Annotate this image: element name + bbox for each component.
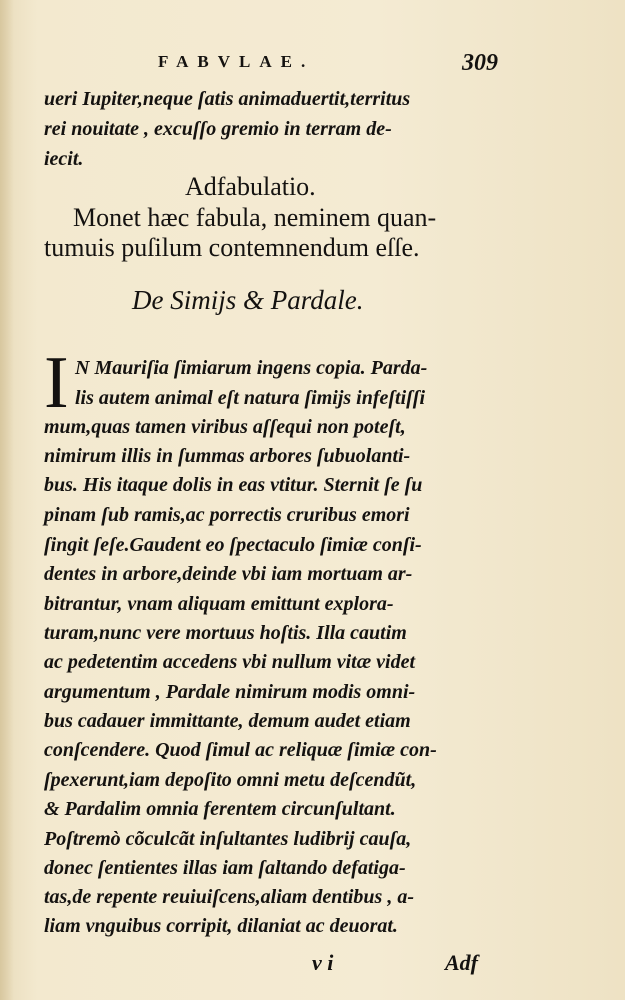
text-line: bus cadauer immittante, demum audet etiam: [44, 710, 411, 732]
signature-mark: v i: [312, 950, 334, 975]
text-line: mum,quas tamen viribus aſſequi non poteſt,: [44, 416, 406, 438]
text-line: tas,de repente reuiuiſcens,aliam dentibus , a-: [44, 886, 414, 908]
text-line: nimirum illis in ſummas arbores ſubuolanti-: [44, 445, 411, 467]
running-title: FABVLAE.: [158, 52, 315, 71]
text-line: Poſtremò cõculcãt inſultantes ludibrij cauſa,: [44, 828, 412, 850]
moral-line: Monet hæc fabula, neminem quan-: [73, 203, 437, 232]
text-line: N Mauriſia ſimiarum ingens copia. Parda-: [75, 357, 428, 379]
text-line: lis autem animal eſt natura ſimijs infeſtiſſi: [75, 387, 426, 409]
text-line: ac pedetentim accedens vbi nullum vitæ videt: [44, 651, 416, 673]
text-line: & Pardalim omnia ferentem circunſultant.: [44, 798, 396, 820]
text-line: donec ſentientes illas iam ſaltando defatiga-: [44, 857, 406, 879]
page-header: [0, 50, 625, 80]
text-line: pinam ſub ramis,ac porrectis cruribus emori: [44, 504, 410, 526]
text-line: ueri Iupiter,neque ſatis animaduertit,territus: [44, 88, 411, 110]
text-line: liam vnguibus corripit, dilaniat ac deuorat.: [44, 915, 398, 937]
text-line: argumentum , Pardale nimirum modis omni-: [44, 681, 416, 703]
text-line: ſpexerunt,iam depoſito omni metu deſcendũt,: [44, 769, 417, 791]
catchword: Adf: [445, 950, 478, 975]
fable-title: De Simijs & Pardale.: [132, 285, 364, 315]
moral-heading: Adfabulatio.: [185, 172, 316, 201]
text-line: rei nouitate , excuſſo gremio in terram de-: [44, 118, 392, 140]
text-line: bus. His itaque dolis in eas vtitur. Sternit ſe ſu: [44, 474, 423, 496]
text-line: bitrantur, vnam aliquam emittunt explora-: [44, 593, 394, 615]
moral-line: tumuis puſilum contemnendum eſſe.: [44, 233, 420, 262]
text-line: dentes in arbore,deinde vbi iam mortuam ar-: [44, 563, 413, 585]
text-line: conſcendere. Quod ſimul ac reliquæ ſimiæ con-: [44, 739, 437, 761]
text-line: ſingit ſeſe.Gaudent eo ſpectaculo ſimiæ conſi-: [44, 534, 422, 556]
text-line: iecit.: [44, 148, 84, 170]
page-number: 309: [462, 50, 498, 76]
drop-cap: I: [44, 342, 69, 424]
text-line: turam,nunc vere mortuus hoſtis. Illa cautim: [44, 622, 407, 644]
